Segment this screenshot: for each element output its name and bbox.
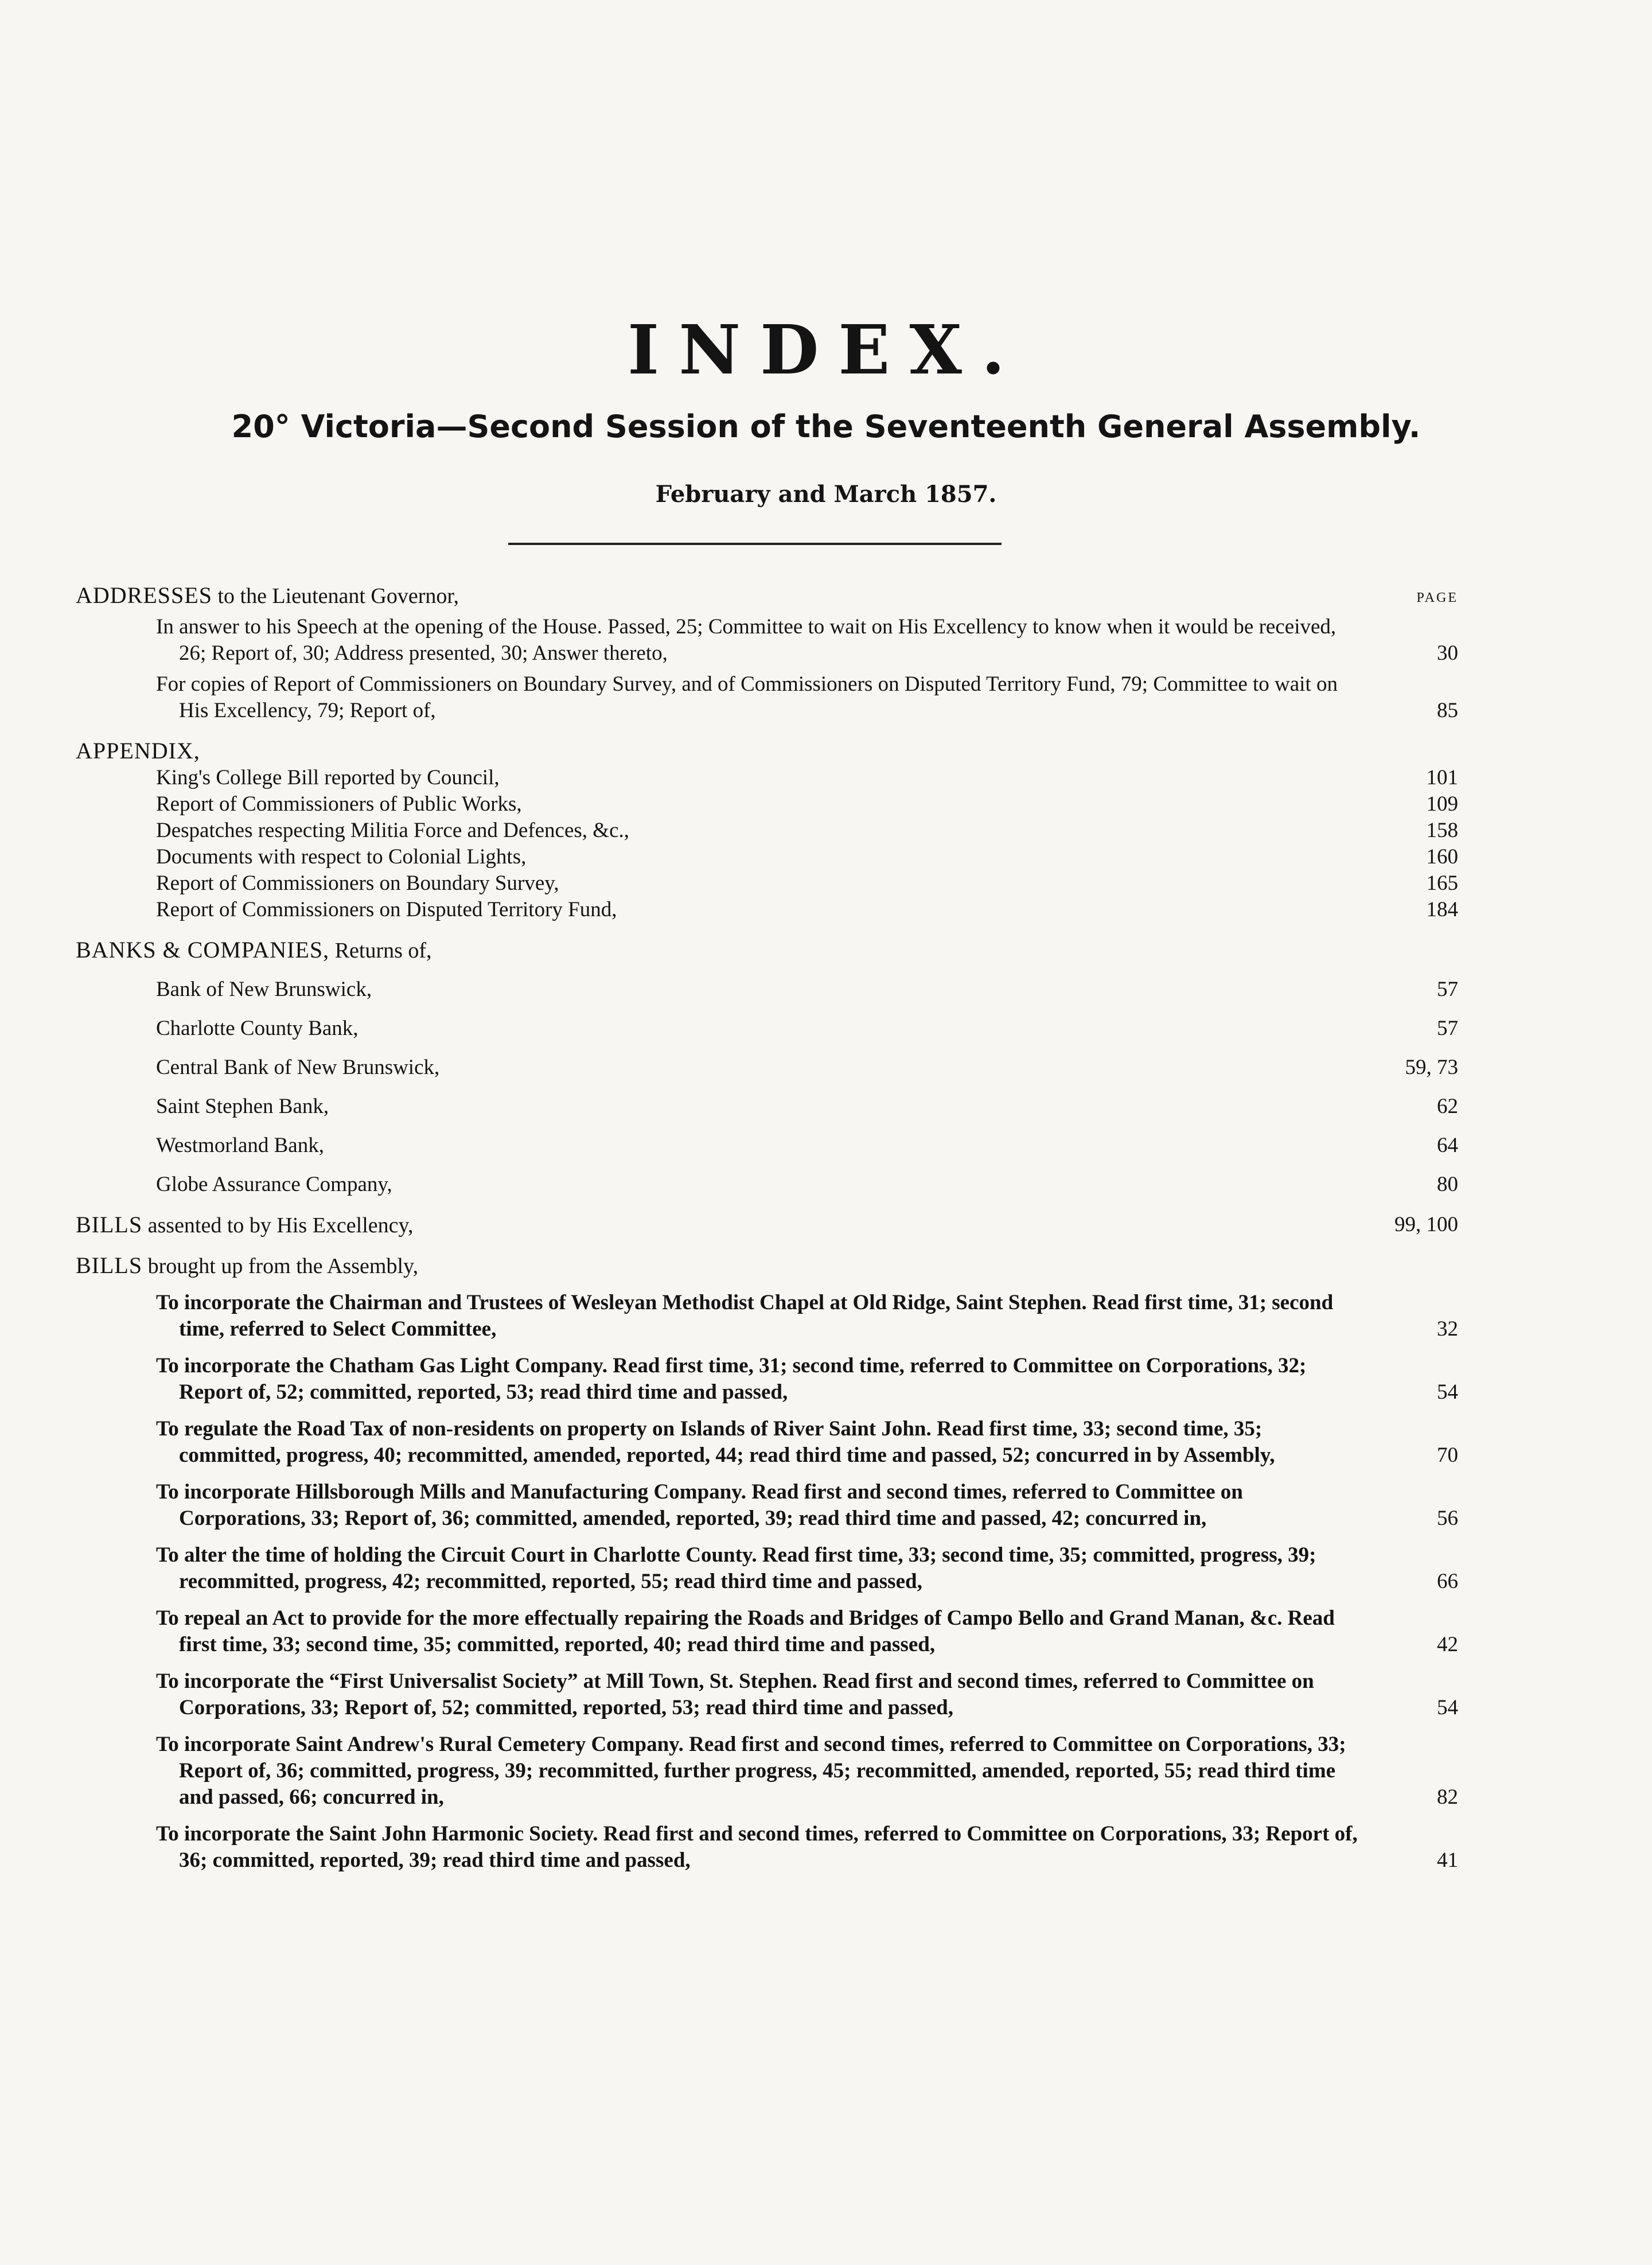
index-entry [76, 1054, 1458, 1081]
section-heading-keyword: ADDRESSES [76, 582, 212, 608]
entry-text: To regulate the Road Tax of non-residents on property on Islands of River Saint John. Read first time, 33; second time, 35; committed, progress, 40; recommitted, amended, reported, 44; read third time and passed, 52; concurred in by Assembly, [156, 1417, 1275, 1467]
page-number: 158 [1426, 819, 1458, 842]
entry-text: To incorporate Hillsborough Mills and Manufacturing Company. Read first and second times, referred to Committee on Corporations, 33; Report of, 36; committed, amended, reported, 39; read third time and passed, 42; concurred in, [156, 1480, 1243, 1530]
section-heading [76, 738, 1448, 765]
entry-text: To incorporate the Chatham Gas Light Company. Read first time, 31; second time, referred to Committee on Corporations, 32; Report of, 52; committed, reported, 53; read third time and passed, [156, 1354, 1307, 1404]
index-entry [76, 791, 1458, 818]
index-entry [76, 1731, 1458, 1811]
section-heading-rest: assented to by His Excellency, [142, 1213, 414, 1237]
entry-text: To incorporate Saint Andrew's Rural Cemetery Company. Read first and second times, referred to Committee on Corporations, 33; Report of, 36; committed, progress, 39; recommitted, further progress, 45; recommitted, amended, reported, 55; read third time and passed, 66; concurred in, [156, 1733, 1346, 1809]
page-number: 56 [1437, 1507, 1458, 1530]
page-number: 42 [1437, 1633, 1458, 1656]
page-number: 99, 100 [1394, 1213, 1458, 1236]
index-entry [76, 870, 1458, 897]
entry-text: King's College Bill reported by Council, [156, 766, 500, 789]
page-number: 80 [1437, 1173, 1458, 1196]
page-number: 165 [1426, 871, 1458, 895]
section-gap [76, 1204, 1448, 1212]
index-section [76, 738, 1458, 923]
page-number: 82 [1437, 1785, 1458, 1809]
section-heading-rest: Returns of, [329, 939, 432, 963]
index-entry [76, 844, 1458, 870]
page-number: 54 [1437, 1696, 1458, 1719]
index-entry [76, 897, 1458, 923]
entry-text: To incorporate the “First Universalist Society” at Mill Town, St. Stephen. Read first and second times, referred to Committee on Corporations, 33; Report of, 52; committed, reported, 53; read third time and passed, [156, 1669, 1314, 1719]
session-date: February and March 1857. [655, 481, 997, 508]
index-section [76, 582, 1458, 724]
entry-text: Charlotte County Bank, [156, 1017, 359, 1040]
entry-text: Report of Commissioners on Boundary Survey, [156, 871, 559, 895]
index-entry [76, 976, 1458, 1003]
page-number: 66 [1437, 1570, 1458, 1593]
section-gap [76, 1244, 1448, 1252]
index-entry [76, 614, 1458, 667]
entry-text: To alter the time of holding the Circuit Court in Charlotte County. Read first time, 33; second time, 35; committed, progress, 39; recommitted, progress, 42; recommitted, reported, 55; read third time and passed, [156, 1543, 1316, 1593]
index-entry [76, 1479, 1458, 1532]
section-heading-keyword: BILLS [76, 1212, 143, 1237]
page-number: 101 [1426, 766, 1458, 789]
section-heading-keyword: APPENDIX, [76, 738, 200, 764]
section-heading [76, 582, 1458, 609]
entry-text: To incorporate the Saint John Harmonic Society. Read first and second times, referred to Committee on Corporations, 33; Report of, 36; committed, reported, 39; read third time and passed, [156, 1822, 1358, 1872]
page-number: 57 [1437, 978, 1458, 1001]
index-entry [76, 1605, 1458, 1658]
entry-text: Westmorland Bank, [156, 1134, 324, 1157]
section-gap [76, 929, 1448, 937]
index-section [76, 1252, 1458, 1874]
entry-text: Report of Commissioners on Disputed Territory Fund, [156, 898, 617, 921]
index-entry [76, 1542, 1458, 1595]
section-heading-keyword: BILLS [76, 1252, 143, 1278]
index-section [76, 1212, 1458, 1239]
entry-text: Documents with respect to Colonial Lights, [156, 845, 527, 869]
page-number: 109 [1426, 792, 1458, 816]
section-heading-rest: to the Lieutenant Governor, [212, 584, 459, 608]
section-gap [76, 730, 1448, 738]
index-entry [76, 1015, 1458, 1042]
index-entry [76, 1172, 1458, 1198]
index-section [76, 937, 1458, 1198]
section-heading-rest: brought up from the Assembly, [142, 1254, 419, 1278]
entry-text: Report of Commissioners of Public Works, [156, 792, 522, 816]
page-number: 85 [1437, 699, 1458, 722]
index-entry [76, 1132, 1458, 1159]
index-entry [76, 1093, 1458, 1120]
index-entry [76, 1668, 1458, 1721]
page-number: 30 [1437, 641, 1458, 665]
entry-text: For copies of Report of Commissioners on Boundary Survey, and of Commissioners on Disputed Territory Fund, 79; Committee to wait on His Excellency, 79; Report of, [156, 672, 1338, 722]
section-heading [76, 1252, 1448, 1279]
page-number: 184 [1426, 898, 1458, 921]
page-number: 57 [1437, 1017, 1458, 1040]
page-number: 54 [1437, 1380, 1458, 1404]
page-number: 64 [1437, 1134, 1458, 1157]
section-gap [76, 1879, 1448, 1888]
entry-text: In answer to his Speech at the opening of the House. Passed, 25; Committee to wait on His Excellency to know when it would be received, 26; Report of, 30; Address presented, 30; Answer thereto, [156, 615, 1337, 665]
index-entry [76, 1416, 1458, 1469]
index-entry [76, 818, 1458, 844]
title-divider [508, 543, 1002, 545]
page-number: 32 [1437, 1317, 1458, 1341]
session-subtitle: 20° Victoria—Second Session of the Seventeenth General Assembly. [231, 408, 1421, 445]
index-entry [76, 1353, 1458, 1406]
entry-text: Despatches respecting Militia Force and Defences, &c., [156, 819, 630, 842]
entry-text: Central Bank of New Brunswick, [156, 1056, 440, 1079]
entry-text: Saint Stephen Bank, [156, 1095, 329, 1118]
section-heading-keyword: BANKS & COMPANIES, [76, 937, 330, 963]
index-entry [76, 1290, 1458, 1342]
entry-text: To repeal an Act to provide for the more effectually repairing the Roads and Bridges of Campo Bello and Grand Manan, &c. Read first time, 33; second time, 35; committed, reported, 40; read third time and passed, [156, 1606, 1335, 1656]
page-number: 41 [1437, 1848, 1458, 1872]
page-title: INDEX. [628, 310, 1024, 390]
page-number: 59, 73 [1405, 1056, 1458, 1079]
page-number: 160 [1426, 845, 1458, 869]
page-number: 62 [1437, 1095, 1458, 1118]
page-column-label: PAGE [1416, 590, 1458, 605]
page-number: 70 [1437, 1443, 1458, 1467]
index-entry [76, 1821, 1458, 1874]
index-entry [76, 765, 1458, 791]
section-heading [76, 1212, 1458, 1239]
entry-text: Globe Assurance Company, [156, 1173, 392, 1196]
index-content [76, 582, 1458, 1888]
entry-text: To incorporate the Chairman and Trustees of Wesleyan Methodist Chapel at Old Ridge, Saint Stephen. Read first time, 31; second time, referred to Select Committee, [156, 1291, 1334, 1341]
entry-text: Bank of New Brunswick, [156, 978, 372, 1001]
index-entry [76, 671, 1458, 724]
section-heading [76, 937, 1448, 964]
